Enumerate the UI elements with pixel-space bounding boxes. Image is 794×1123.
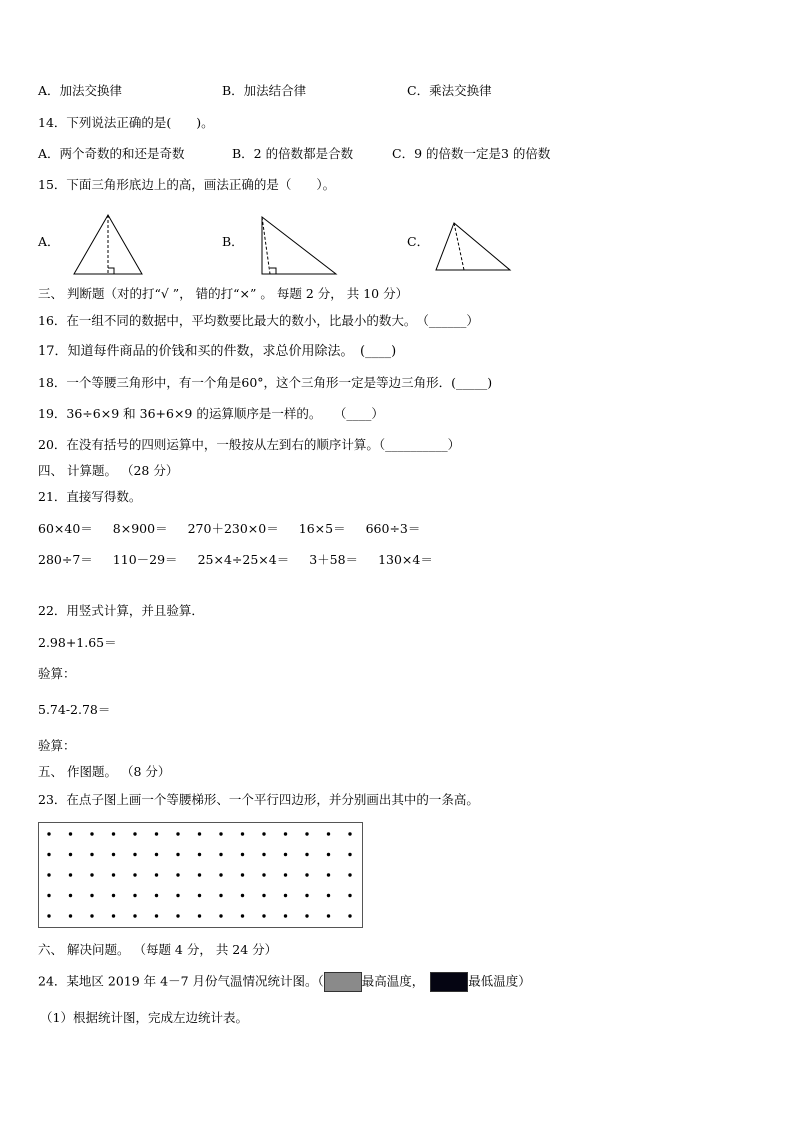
calc-item: 110－29＝ — [112, 552, 178, 567]
q18-text: 18．一个等腰三角形中，有一个角是60°，这个三角形一定是等边三角形．(_____) — [38, 375, 493, 390]
grid-dot — [241, 832, 244, 835]
grid-dot — [69, 894, 72, 897]
grid-dot — [112, 873, 115, 876]
section-5-title: 五、 作图题。 （8 分） — [38, 764, 171, 779]
section-3-title: 三、 判断题（对的打“√ ”， 错的打“×” 。 每题 2 分， 共 10 分） — [38, 286, 409, 301]
grid-dot — [219, 832, 222, 835]
dot-grid — [39, 823, 362, 927]
q20-text: 20．在没有括号的四则运算中，一般按从左到右的顺序计算。（__________） — [38, 437, 461, 452]
grid-dot — [305, 914, 308, 917]
grid-dot — [241, 914, 244, 917]
grid-dot — [133, 873, 136, 876]
grid-dot — [198, 832, 201, 835]
legend-low-label: 最低温度） — [468, 973, 531, 989]
grid-dot — [90, 914, 93, 917]
q14-stem: 14．下列说法正确的是( )。 — [38, 115, 214, 130]
grid-dot — [176, 873, 179, 876]
q22-stem: 22．用竖式计算，并且验算． — [38, 603, 204, 618]
grid-dot — [90, 832, 93, 835]
grid-dot — [305, 832, 308, 835]
grid-dot — [176, 832, 179, 835]
calc-item: 3＋58＝ — [309, 552, 359, 567]
grid-dot — [176, 914, 179, 917]
q15-label-a: A． — [38, 234, 60, 249]
grid-dot — [176, 894, 179, 897]
q17-text: 17．知道每件商品的价钱和买的件数，求总价用除法。 (____) — [38, 344, 397, 359]
legend-low-swatch — [430, 972, 468, 992]
grid-dot — [219, 914, 222, 917]
grid-dot — [348, 832, 351, 835]
grid-dot — [348, 873, 351, 876]
q13-option-a: A．加法交换律 — [38, 83, 123, 98]
legend-high-swatch — [324, 972, 362, 992]
grid-dot — [47, 873, 50, 876]
calc-item: 8×900＝ — [112, 521, 168, 536]
grid-dot — [112, 894, 115, 897]
grid-dot — [348, 914, 351, 917]
grid-dot — [348, 853, 351, 856]
q13-option-b: B．加法结合律 — [222, 83, 307, 98]
grid-dot — [327, 873, 330, 876]
grid-dot — [133, 894, 136, 897]
grid-dot — [305, 873, 308, 876]
grid-dot — [284, 832, 287, 835]
grid-dot — [155, 853, 158, 856]
q15-stem: 15．下面三角形底边上的高，画法正确的是（ ）。 — [38, 177, 336, 192]
q14-option-c: C．9 的倍数一定是3 的倍数 — [392, 146, 551, 161]
grid-dot — [262, 914, 265, 917]
q14-option-b: B．2 的倍数都是合数 — [232, 146, 354, 161]
q22-check-1: 验算： — [38, 666, 76, 681]
grid-dot — [198, 853, 201, 856]
q24-sub-question-1: （1）根据统计图，完成左边统计表。 — [40, 1010, 248, 1025]
grid-dot — [284, 914, 287, 917]
grid-dot — [219, 853, 222, 856]
q19-text: 19．36÷6×9 和 36+6×9 的运算顺序是一样的。 （____） — [38, 406, 384, 421]
grid-dot — [176, 853, 179, 856]
grid-dot — [348, 894, 351, 897]
q24-stem-prefix: 24．某地区 2019 年 4－7 月份气温情况统计图。（ — [38, 973, 324, 989]
grid-dot — [219, 894, 222, 897]
section-6-title: 六、 解决问题。 （每题 4 分， 共 24 分） — [38, 942, 278, 957]
q22-expression-2: 5.74-2.78＝ — [38, 702, 111, 717]
q21-row-1 — [38, 521, 440, 537]
legend-high-label: 最高温度， — [361, 973, 425, 989]
calc-item: 60×40＝ — [38, 521, 93, 536]
grid-dot — [47, 914, 50, 917]
q21-stem: 21．直接写得数。 — [38, 489, 142, 504]
grid-dot — [198, 873, 201, 876]
grid-dot — [90, 873, 93, 876]
grid-dot — [69, 873, 72, 876]
q21-row-2 — [38, 552, 453, 568]
grid-dot — [198, 894, 201, 897]
grid-dot — [305, 894, 308, 897]
triangle-c-figure — [434, 220, 512, 272]
section-4-title: 四、 计算题。 （28 分） — [38, 463, 179, 478]
triangle-b-figure — [258, 214, 338, 276]
grid-dot — [327, 853, 330, 856]
grid-dot — [47, 853, 50, 856]
q16-text: 16．在一组不同的数据中，平均数要比最大的数小，比最小的数大。 （______） — [38, 313, 479, 328]
q14-option-a: A．两个奇数的和还是奇数 — [38, 146, 185, 161]
grid-dot — [133, 853, 136, 856]
grid-dot — [241, 873, 244, 876]
q24-stem — [38, 972, 531, 992]
q23-stem: 23．在点子图上画一个等腰梯形、一个平行四边形，并分别画出其中的一条高。 — [38, 792, 479, 807]
grid-dot — [262, 853, 265, 856]
calc-item: 25×4÷25×4＝ — [197, 552, 290, 567]
q15-label-b: B． — [222, 234, 244, 249]
calc-item: 16×5＝ — [298, 521, 346, 536]
grid-dot — [262, 873, 265, 876]
grid-dot — [155, 894, 158, 897]
grid-dot — [69, 853, 72, 856]
grid-dot — [155, 873, 158, 876]
grid-dot — [327, 914, 330, 917]
calc-item: 280÷7＝ — [38, 552, 93, 567]
dot-grid-box — [38, 822, 363, 928]
calc-item: 270＋230×0＝ — [187, 521, 279, 536]
grid-dot — [47, 832, 50, 835]
q15-label-c: C． — [407, 234, 430, 249]
grid-dot — [241, 853, 244, 856]
grid-dot — [262, 832, 265, 835]
grid-dot — [284, 894, 287, 897]
grid-dot — [219, 873, 222, 876]
grid-dot — [69, 832, 72, 835]
grid-dot — [327, 894, 330, 897]
grid-dot — [284, 873, 287, 876]
grid-dot — [112, 853, 115, 856]
grid-dot — [327, 832, 330, 835]
grid-dot — [305, 853, 308, 856]
grid-dot — [262, 894, 265, 897]
grid-dot — [241, 894, 244, 897]
grid-dot — [133, 914, 136, 917]
triangle-a-figure — [72, 212, 144, 276]
grid-dot — [155, 914, 158, 917]
calc-item: 130×4＝ — [378, 552, 433, 567]
q13-option-c: C．乘法交换律 — [407, 83, 492, 98]
grid-dot — [90, 853, 93, 856]
q22-expression-1: 2.98+1.65＝ — [38, 635, 117, 650]
grid-dot — [284, 853, 287, 856]
grid-dot — [90, 894, 93, 897]
grid-dot — [112, 914, 115, 917]
calc-item: 660÷3＝ — [365, 521, 421, 536]
grid-dot — [198, 914, 201, 917]
grid-dot — [133, 832, 136, 835]
q22-check-2: 验算： — [38, 738, 76, 753]
grid-dot — [47, 894, 50, 897]
grid-dot — [112, 832, 115, 835]
grid-dot — [69, 914, 72, 917]
grid-dot — [155, 832, 158, 835]
